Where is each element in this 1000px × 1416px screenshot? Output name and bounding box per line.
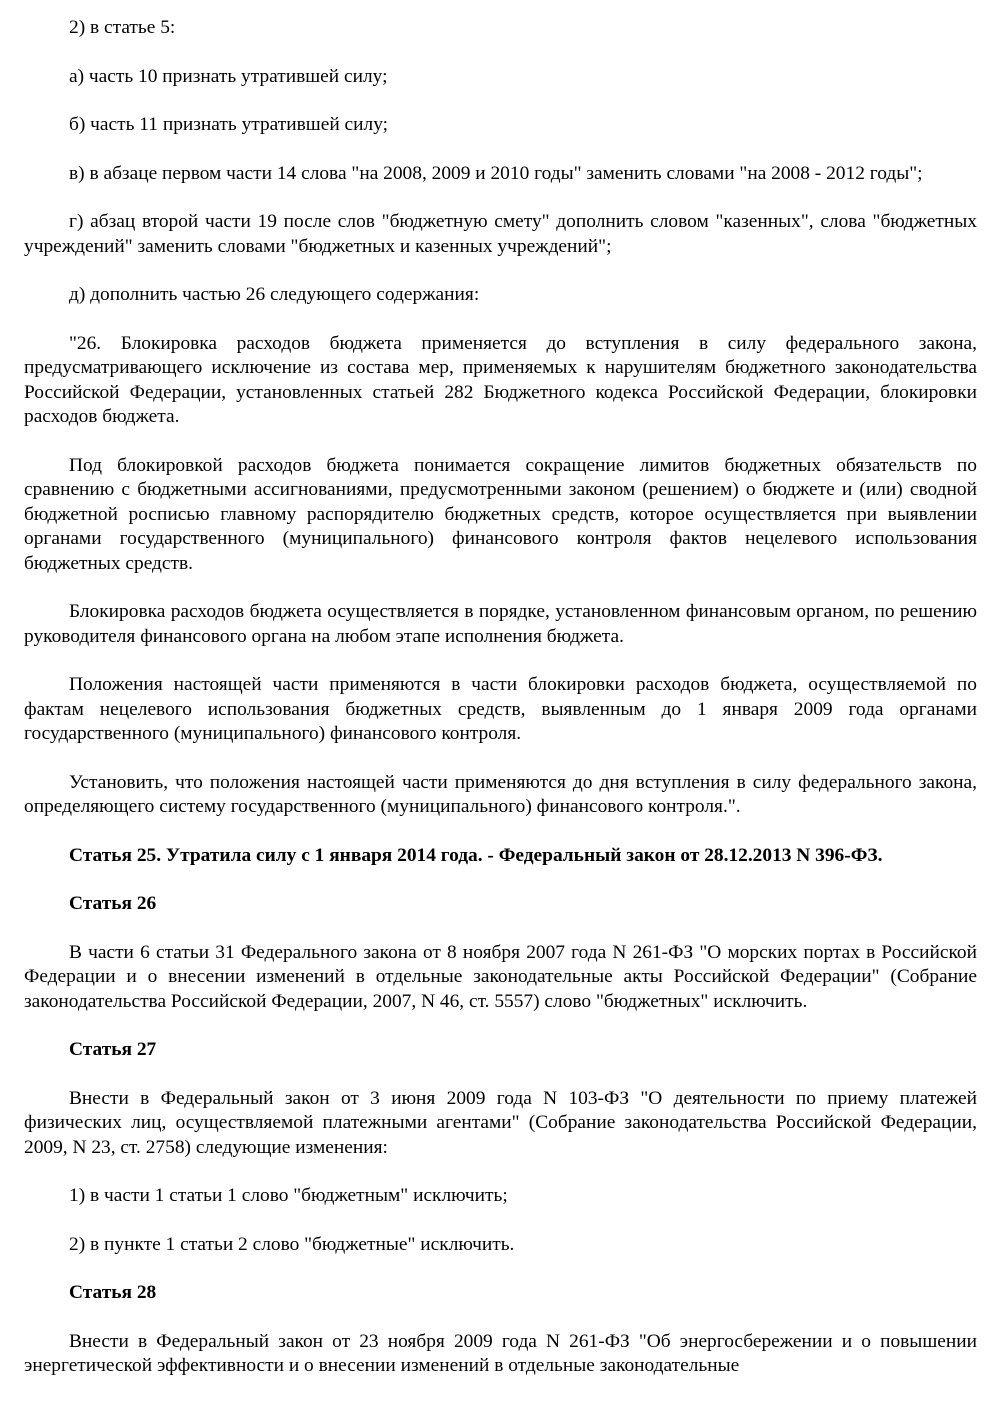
article-28-heading: Статья 28	[69, 1282, 157, 1303]
paragraph-article5-intro: 2) в статье 5:	[69, 17, 176, 38]
article-28-text: Внести в Федеральный закон от 23 ноября 2009 года N 261-ФЗ "Об энергосбережении и о повышении энергетической эффективности и о внесении изменений в отдельные законодательные	[24, 1330, 977, 1376]
article-27-heading: Статья 27	[69, 1039, 157, 1060]
paragraph-part26-1: "26. Блокировка расходов бюджета применяется до вступления в силу федерального закона, предусматривающего исключение из состава мер, применяемых к нарушителям бюджетного законодательства Российской Федерации, установленных статьей 282 Бюджетного кодекса Российской Федерации, блокировки расходов бюджета.	[24, 332, 977, 427]
paragraph-part26-3: Блокировка расходов бюджета осуществляется в порядке, установленном финансовым органом, по решению руководителя финансового органа на любом этапе исполнения бюджета.	[24, 601, 977, 647]
paragraph-item-g: г) абзац второй части 19 после слов "бюджетную смету" дополнить словом "казенных", слова "бюджетных учреждений" заменить словами "бюджетных и казенных учреждений";	[24, 211, 977, 257]
article-27-text: Внести в Федеральный закон от 3 июня 2009 года N 103-ФЗ "О деятельности по приему платежей физических лиц, осуществляемой платежными агентами" (Собрание законодательства Российской Федерации, 2009, N 23, ст. 2758) следующие изменения:	[24, 1087, 977, 1158]
article-27-item-2: 2) в пункте 1 статьи 2 слово "бюджетные" исключить.	[69, 1233, 515, 1255]
article-26-heading: Статья 26	[69, 893, 157, 914]
article-27-item-1: 1) в части 1 статьи 1 слово "бюджетным" исключить;	[69, 1185, 508, 1206]
article-25-heading: Статья 25. Утратила силу с 1 января 2014 года. - Федеральный закон от 28.12.2013 N 396-ФЗ.	[69, 844, 883, 866]
paragraph-item-d: д) дополнить частью 26 следующего содержания:	[69, 284, 480, 305]
paragraph-part26-2: Под блокировкой расходов бюджета понимается сокращение лимитов бюджетных обязательств по сравнению с бюджетными ассигнованиями, предусмотренными законом (решением) о бюджете и (или) сводной бюджетной росписью главному распорядителю бюджетных средств, которое осуществляется при выявлении органами государственного (муниципального) финансового контроля фактов нецелевого использования бюджетных средств.	[24, 454, 977, 574]
paragraph-part26-4: Положения настоящей части применяются в части блокировки расходов бюджета, осуществляемой по фактам нецелевого использования бюджетных средств, выявленным до 1 января 2009 года органами государственного (муниципального) финансового контроля.	[24, 674, 977, 744]
paragraph-part26-5: Установить, что положения настоящей части применяются до дня вступления в силу федерального закона, определяющего систему государственного (муниципального) финансового контроля.".	[24, 771, 977, 817]
article-26-text: В части 6 статьи 31 Федерального закона от 8 ноября 2007 года N 261-ФЗ "О морских портах в Российской Федерации и о внесении изменений в отдельные законодательные акты Российской Федерации" (Собрание законодательства Российской Федерации, 2007, N 46, ст. 5557) слово "бюджетных" исключить.	[24, 941, 977, 1012]
paragraph-item-a: а) часть 10 признать утратившей силу;	[69, 65, 388, 87]
paragraph-item-v: в) в абзаце первом части 14 слова "на 2008, 2009 и 2010 годы" заменить словами "на 2008 - 2012 годы";	[69, 162, 923, 184]
paragraph-item-b: б) часть 11 признать утратившей силу;	[69, 114, 389, 135]
document-page	[24, 16, 977, 1379]
